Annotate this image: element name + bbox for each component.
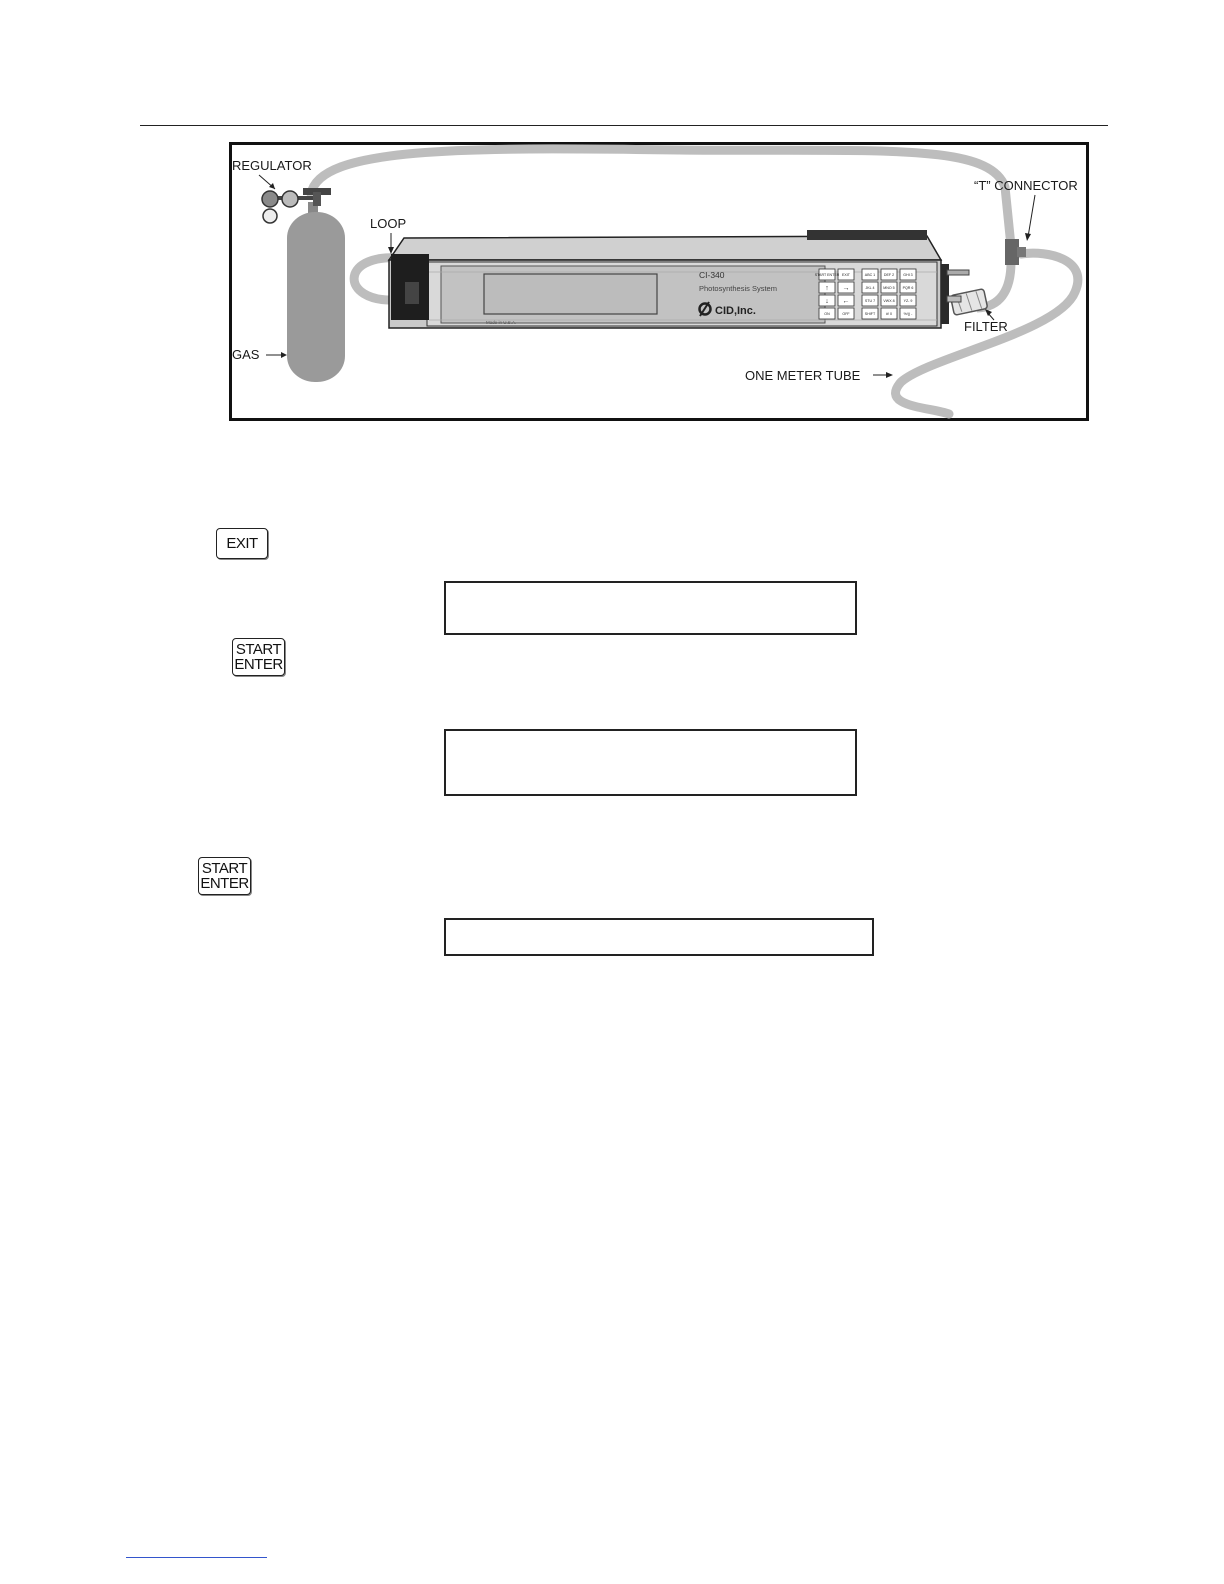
enter-label-1: ENTER bbox=[234, 656, 283, 673]
regulator-label: REGULATOR bbox=[232, 158, 312, 173]
keypad-key-label: ABC 1 bbox=[864, 273, 876, 277]
svg-text:OFF: OFF bbox=[842, 312, 850, 316]
enter-label-2: ENTER bbox=[200, 875, 249, 892]
ci-340-instrument bbox=[389, 230, 969, 328]
t-connector-label: “T” CONNECTOR bbox=[974, 178, 1078, 193]
gas-connection-diagram bbox=[229, 142, 1089, 421]
svg-text:↑: ↑ bbox=[825, 285, 829, 292]
keypad-key-label: %/() - bbox=[903, 312, 913, 316]
svg-text:START ENTER: START ENTER bbox=[814, 273, 840, 277]
keypad-key-label: VWX 8 bbox=[883, 299, 895, 303]
model-text: CI-340 bbox=[699, 270, 725, 280]
svg-text:ON: ON bbox=[824, 312, 830, 316]
display-box-3 bbox=[444, 918, 874, 956]
loop-label: LOOP bbox=[370, 216, 407, 231]
gas-cylinder bbox=[287, 202, 345, 382]
svg-text:→: → bbox=[842, 285, 850, 292]
start-enter-key-2 bbox=[198, 857, 251, 895]
keypad-key-label: PQR 6 bbox=[902, 286, 914, 290]
start-label-2: START bbox=[201, 860, 248, 877]
gas-label: GAS bbox=[232, 347, 260, 362]
filter-label: FILTER bbox=[964, 319, 1008, 334]
keypad-key-label: DEF 2 bbox=[883, 273, 895, 277]
subtitle-text: Photosynthesis System bbox=[699, 284, 777, 293]
start-label-1: START bbox=[235, 641, 282, 658]
keypad-key-label: STU 7 bbox=[864, 299, 876, 303]
made-in-text: Made in U.S.A. bbox=[486, 320, 517, 325]
header-rule bbox=[140, 125, 1108, 126]
keypad-key-label: #! 0 bbox=[886, 312, 892, 316]
svg-text:↓: ↓ bbox=[825, 298, 829, 305]
keypad-key-label: MNO 5 bbox=[883, 286, 895, 290]
one-meter-tube-label: ONE METER TUBE bbox=[745, 368, 861, 383]
start-enter-key-1 bbox=[232, 638, 285, 676]
keypad-key-label: GHI 3 bbox=[903, 273, 913, 277]
svg-text:SHIFT: SHIFT bbox=[864, 312, 876, 316]
display-box-1 bbox=[444, 581, 857, 635]
footer-link-underline[interactable] bbox=[126, 1557, 267, 1558]
keypad-key-label: JKL 4 bbox=[865, 286, 875, 290]
exit-key-label: EXIT bbox=[226, 535, 258, 552]
display-box-2 bbox=[444, 729, 857, 796]
keypad-key-label: YZ- 9 bbox=[903, 299, 913, 303]
brand-text: CID,Inc. bbox=[715, 305, 756, 317]
svg-text:←: ← bbox=[842, 298, 850, 305]
svg-text:EXIT: EXIT bbox=[842, 273, 850, 277]
exit-key bbox=[216, 528, 268, 559]
